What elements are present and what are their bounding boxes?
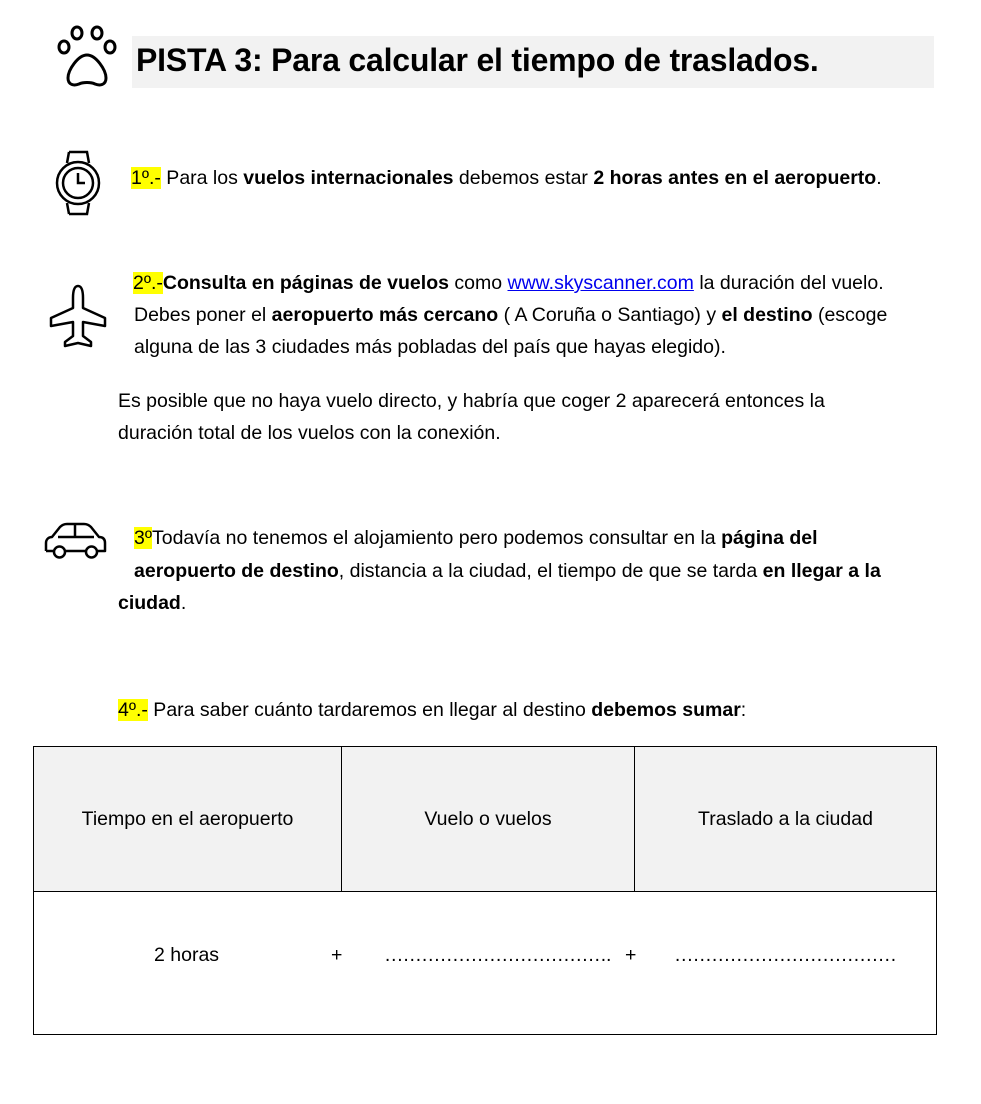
airplane-icon	[49, 284, 107, 348]
value-airport-time: 2 horas	[154, 944, 220, 966]
note-line2: duración total de los vuelos con la conexión.	[118, 422, 501, 444]
step4-text: 4º.- Para saber cuánto tardaremos en llegar al destino debemos sumar:	[118, 699, 747, 721]
car-icon	[42, 521, 108, 561]
blank-transfer: ………………………………	[674, 944, 896, 966]
note-line1: Es posible que no haya vuelo directo, y habría que coger 2 aparecerá entonces la	[118, 390, 825, 412]
header-flights: Vuelo o vuelos	[342, 747, 635, 892]
step3-line3: ciudad.	[118, 592, 187, 614]
step1-text: 1º.- Para los vuelos internacionales debemos estar 2 horas antes en el aeropuerto.	[131, 167, 882, 189]
step1-number: 1º.-	[131, 167, 161, 189]
header-transfer: Traslado a la ciudad	[635, 747, 937, 892]
step2-line1: 2º.-Consulta en páginas de vuelos como www.skyscanner.com la duración del vuelo.	[133, 272, 884, 294]
sum-table	[33, 746, 937, 1035]
header-airport-time: Tiempo en el aeropuerto	[34, 747, 342, 892]
skyscanner-link[interactable]: www.skyscanner.com	[507, 272, 694, 294]
step2-number: 2º.-	[133, 272, 163, 294]
plus-sign-1: +	[331, 944, 343, 966]
table-header-row	[34, 747, 937, 892]
step3-line2: aeropuerto de destino, distancia a la ciudad, el tiempo de que se tarda en llegar a la	[134, 560, 881, 582]
step2-line2: Debes poner el aeropuerto más cercano ( A Coruña o Santiago) y el destino (escoge	[134, 304, 888, 326]
watch-icon	[54, 150, 102, 216]
blank-flights: ……………………………….	[384, 944, 611, 966]
step4-number: 4º.-	[118, 699, 148, 721]
plus-sign-2: +	[625, 944, 637, 966]
paw-icon	[56, 24, 118, 88]
step3-line1: 3ºTodavía no tenemos el alojamiento pero podemos consultar en la página del	[134, 527, 818, 549]
step3-number: 3º	[134, 527, 152, 549]
step2-line3: alguna de las 3 ciudades más pobladas del país que hayas elegido).	[134, 336, 726, 358]
page-title: PISTA 3: Para calcular el tiempo de traslados.	[136, 42, 819, 78]
